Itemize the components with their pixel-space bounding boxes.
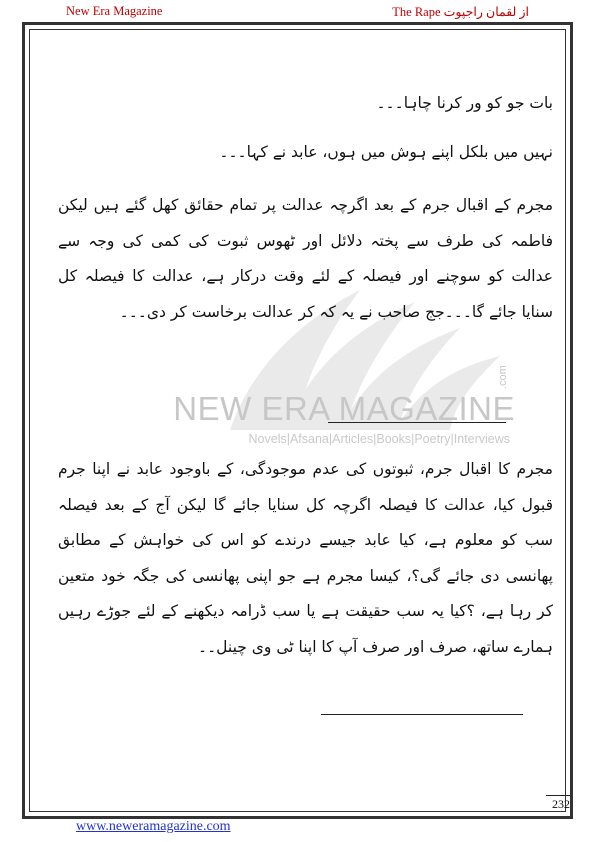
magazine-name: New Era Magazine	[66, 4, 163, 18]
paragraph-1: مجرم کے اقبال جرم کے بعد اگرچہ عدالت پر تمام حقائق کھل گئے ہیں لیکن فاطمہ کی طرف سے پختہ دلائل اور ٹھوس ثبوت کی کمی کی وجہ سے عدالت کو سوچنے اور فیصلہ کے لئے وقت درکار ہے، عدالت کا فیصلہ کل سنایا جائے گا۔۔۔جج صاحب نے یہ کہ کر عدالت برخاست کر دی۔۔۔	[58, 196, 553, 321]
watermark-categories: Novels|Afsana|Articles|Books|Poetry|Interviews	[248, 432, 510, 446]
story-title: The Rape از لقمان راجپوت	[392, 5, 529, 19]
paragraph-2: مجرم کا اقبال جرم، ثبوتوں کی عدم موجودگی، کے باوجود عابد نے اپنا جرم قبول کیا، عدالت کا فیصلہ اگرچہ کل سنایا جائے گا لیکن آج کے بعد فیصلہ سب کو معلوم ہے، کیا عابد جیسے درندے کو اس کی خواہش کے مطابق پھانسی دی جائے گی؟، کیسا مجرم ہے جو اپنی پھانسی کی جگہ خود متعین کر رہا ہے، ؟کیا یہ سب حقیقت ہے یا سب ڈرامہ دیکھنے کے لئے جوڑے رہیں ہمارے ساتھ، صرف اور صرف آپ کا اپنا ٹی وی چینل۔۔	[58, 460, 553, 656]
text-line-1: بات جو کو ور کرنا چاہا۔۔۔	[376, 94, 553, 112]
watermark-underline	[328, 422, 506, 423]
watermark-domain: .com	[497, 365, 509, 389]
section-divider	[321, 714, 523, 715]
page-header	[66, 4, 529, 22]
text-line-2: نہیں میں بلکل اپنے ہوش میں ہوں، عابد نے کہا۔۔۔	[219, 143, 553, 161]
website-link[interactable]: www.neweramagazine.com	[76, 819, 231, 834]
page-number-rule	[546, 795, 570, 796]
page-number: 232	[552, 797, 570, 811]
watermark-brand: NEW ERA MAGAZINE	[173, 390, 515, 427]
